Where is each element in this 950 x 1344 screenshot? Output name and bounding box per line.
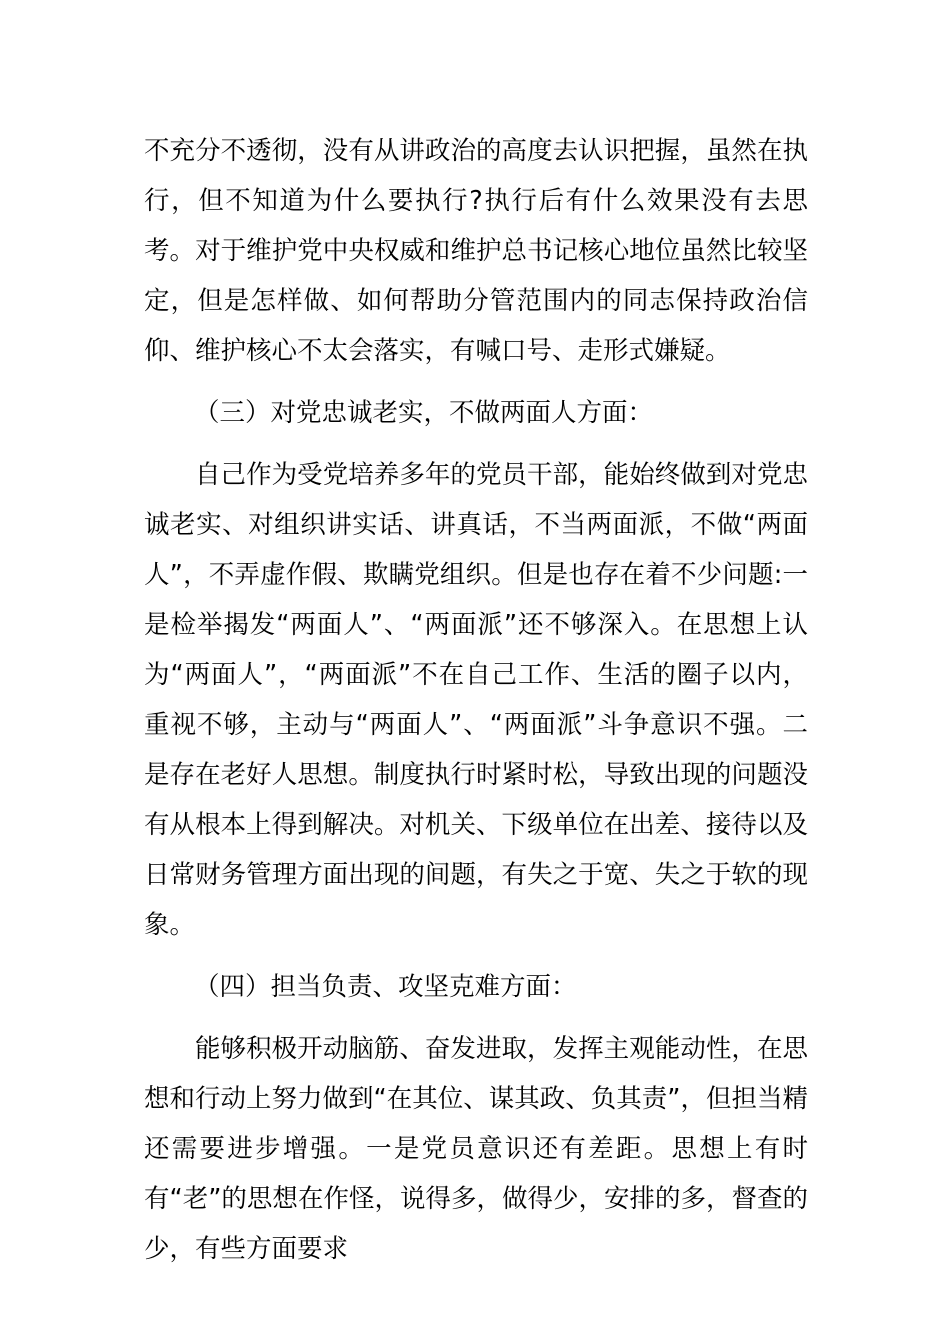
paragraph-continuation: 不充分不透彻，没有从讲政治的高度去认识把握，虽然在执行，但不知道为什么要执行?执行后有什么效果没有去思考。对于维护党中央权威和维护总书记核心地位虽然比较坚定，但是怎样做、如何帮助分管范围内的同志保持政治信仰、维护核心不太会落实，有喊口号、走形式嫌疑。 [144,136,808,366]
section-heading-three: （三）对党忠诚老实，不做两面人方面： [194,398,654,428]
paragraph-section-three: 自己作为受党培养多年的党员干部，能始终做到对党忠诚老实、对组织讲实话、讲真话，不当两面派，不做“两面人”，不弄虚作假、欺瞒党组织。但是也存在着不少问题:一是检举揭发“两面人”、“两面派”还不够深入。在思想上认为“两面人”，“两面派”不在自己工作、生活的圈子以内，重视不够，主动与“两面人”、“两面派”斗争意识不强。二是存在老好人思想。制度执行时紧时松，导致出现的问题没有从根本上得到解决。对机关、下级单位在出差、接待以及日常财务管理方面出现的间题，有失之于宽、失之于软的现象。 [144,460,808,940]
paragraph-section-four: 能够积极开动脑筋、奋发进取，发挥主观能动性，在思想和行动上努力做到“在其位、谋其政、负其责”，但担当精还需要进步增强。一是党员意识还有差距。思想上有时有“老”的思想在作怪，说得多，做得少，安排的多，督查的少，有些方面要求 [144,1034,808,1264]
document-body [144,126,808,1286]
section-heading-four: （四）担当负责、攻坚克难方面： [194,972,577,1002]
